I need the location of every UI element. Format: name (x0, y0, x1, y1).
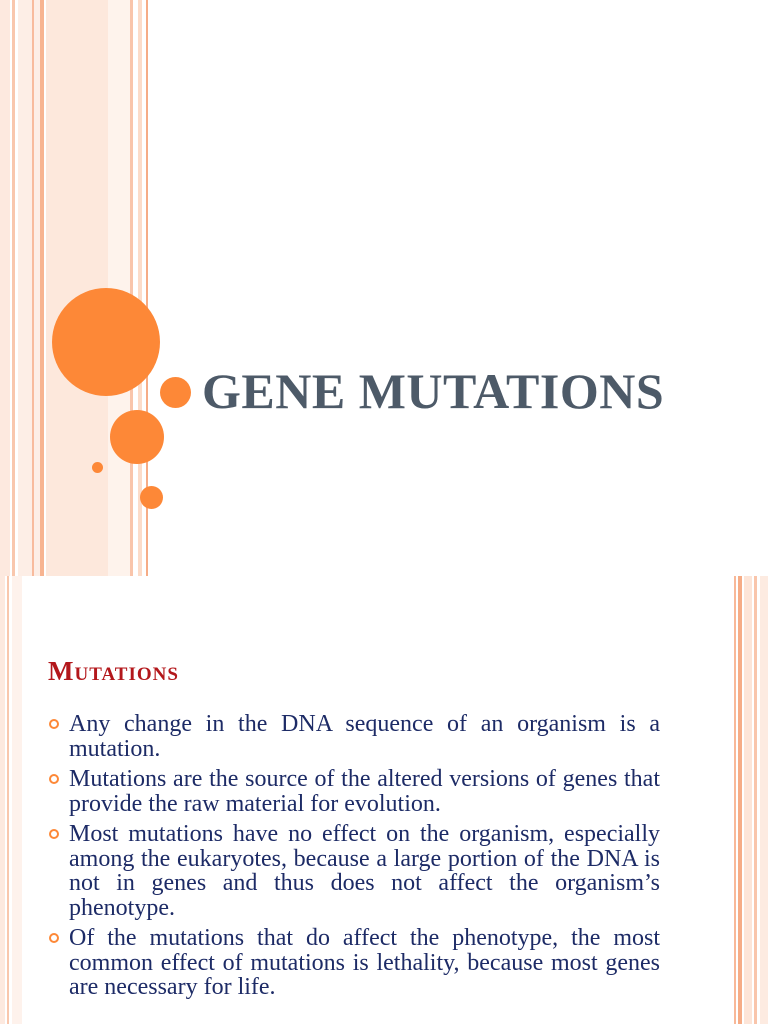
list-item (46, 712, 660, 761)
content-slide (0, 576, 768, 1024)
decorative-stripe (7, 576, 9, 1024)
decorative-circle-icon (140, 486, 163, 509)
bullet-text: Any change in the DNA sequence of an organism is a mutation. (69, 711, 660, 762)
decorative-circle-icon (92, 462, 103, 473)
decorative-stripe (40, 0, 44, 576)
decorative-stripe (18, 0, 40, 576)
decorative-circle-icon (110, 410, 164, 464)
slide-title: GENE MUTATIONS (202, 363, 665, 419)
bullet-text: Of the mutations that do affect the phenotype, the most common effect of mutations is lethality, because most genes are necessary for life. (69, 925, 660, 1000)
bullet-text: Most mutations have no effect on the organism, especially among the eukaryotes, because a large portion of the DNA is not in genes and thus does not affect the organism’s phenotype. (69, 821, 660, 921)
decorative-stripe (12, 576, 22, 1024)
list-item (46, 822, 660, 920)
bullet-ring-icon (49, 774, 59, 784)
decorative-stripe (760, 576, 768, 1024)
decorative-stripe (734, 576, 736, 1024)
bullet-list (46, 712, 660, 1006)
decorative-stripe (738, 576, 742, 1024)
bullet-text: Mutations are the source of the altered versions of genes that provide the raw material for evolution. (69, 766, 660, 817)
decorative-circle-icon (52, 288, 160, 396)
decorative-circle-icon (160, 377, 191, 408)
list-item (46, 767, 660, 816)
decorative-stripe (130, 0, 133, 576)
decorative-stripe (754, 576, 757, 1024)
decorative-stripe (744, 576, 752, 1024)
decorative-stripe (0, 576, 5, 1024)
bullet-ring-icon (49, 829, 59, 839)
slide-heading: Mutations (48, 656, 179, 686)
decorative-stripe (12, 0, 15, 576)
bullet-ring-icon (49, 933, 59, 943)
decorative-stripe (0, 0, 10, 576)
decorative-stripe (32, 0, 34, 576)
list-item (46, 926, 660, 1000)
bullet-ring-icon (49, 719, 59, 729)
